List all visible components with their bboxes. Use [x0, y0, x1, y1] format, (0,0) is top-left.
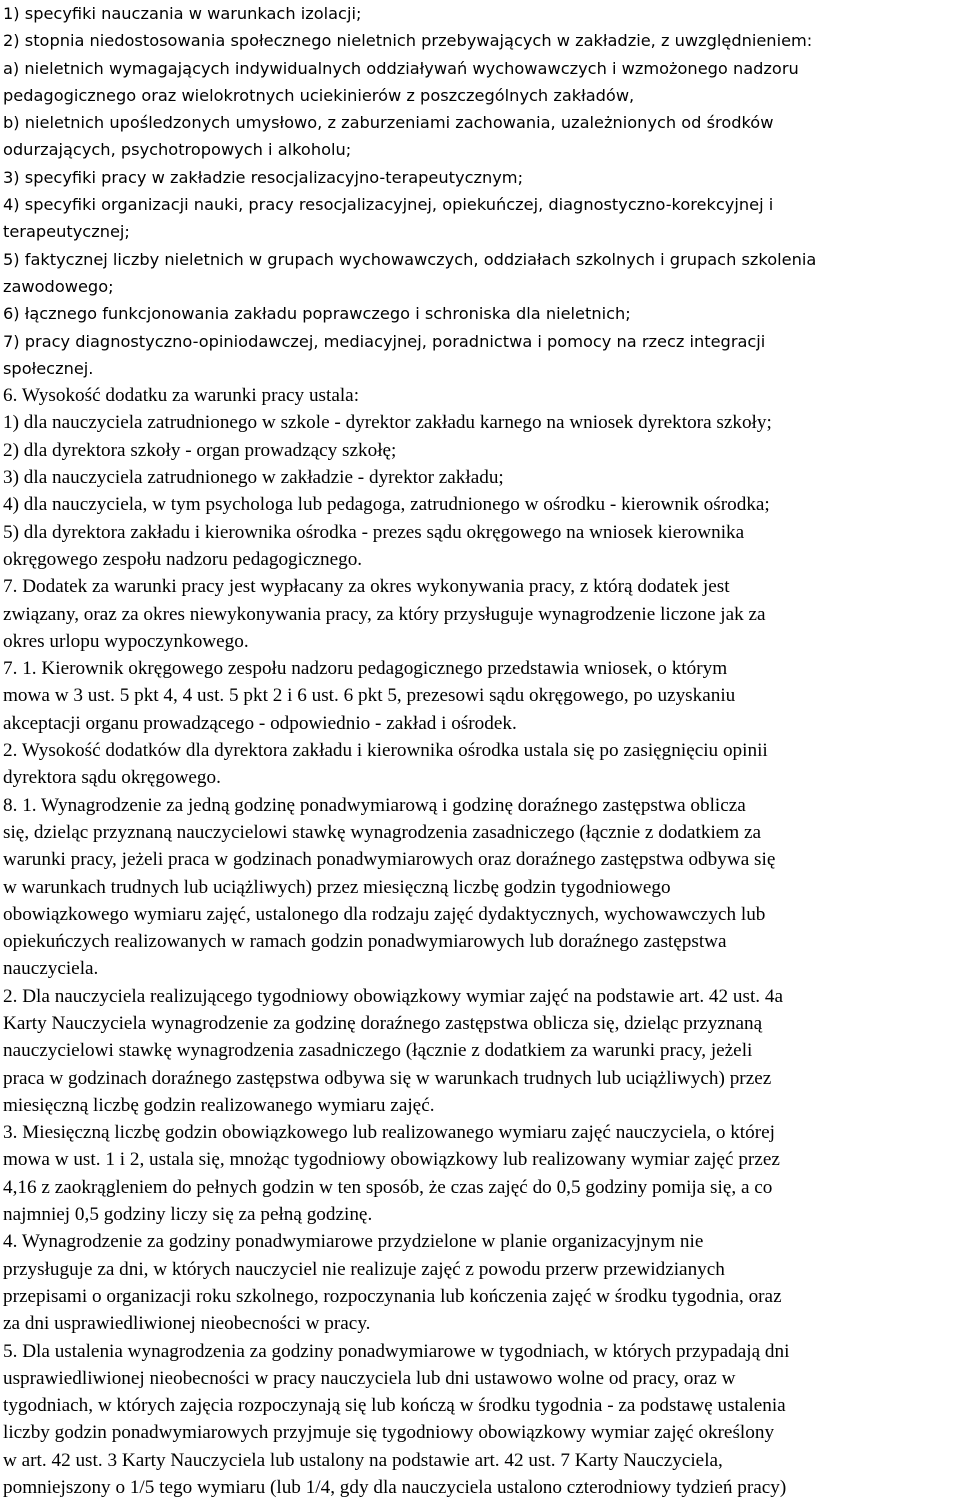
text-line: 5) dla dyrektora zakładu i kierownika ośrodka - prezes sądu okręgowego na wniosek kierownika [3, 521, 745, 543]
text-line: 5. Dla ustalenia wynagrodzenia za godziny ponadwymiarowe w tygodniach, w których przypadają dni [3, 1340, 790, 1362]
text-line: b) nieletnich upośledzonych umysłowo, z zaburzeniami zachowania, uzależnionych od środków [3, 113, 774, 133]
text-line: 3) specyfiki pracy w zakładzie resocjalizacyjno-terapeutycznym; [3, 167, 524, 187]
text-line: 2. Dla nauczyciela realizującego tygodniowy obowiązkowy wymiar zajęć na podstawie art. 42 ust. 4a [3, 985, 784, 1007]
text-line: dyrektora sądu okręgowego. [3, 767, 221, 789]
text-line: Karty Nauczyciela wynagrodzenie za godzinę doraźnego zastępstwa oblicza się, dzieląc przyznaną [3, 1012, 763, 1034]
text-line: 4) dla nauczyciela, w tym psychologa lub pedagoga, zatrudnionego w ośrodku - kierownik ośrodka; [3, 494, 770, 516]
text-line: za dni usprawiedliwionej nieobecności w pracy. [3, 1313, 371, 1335]
text-line: praca w godzinach doraźnego zastępstwa odbywa się w warunkach trudnych lub uciążliwych) przez [3, 1067, 772, 1089]
paragraph-section-allowance [3, 382, 960, 710]
text-fragment: 3 ust. 5 pkt 4, [73, 685, 183, 707]
text-line: 4,16 z zaokrągleniem do pełnych godzin w ten sposób, że czas zajęć do 0,5 godziny pomija się, a co [3, 1176, 773, 1198]
text-line: obowiązkowego wymiaru zajęć, ustalonego dla rodzaju zajęć dydaktycznych, wychowawczych lub [3, 903, 766, 925]
text-line: usprawiedliwionej nieobecności w pracy nauczyciela lub dni ustawowo wolne od pracy, oraz w [3, 1367, 736, 1389]
text-line: przysługuje za dni, w których nauczyciel nie realizuje zajęć z powodu przerw przewidzianych [3, 1258, 725, 1280]
text-line: 7. Dodatek za warunki pracy jest wypłacany za okres wykonywania pracy, z którą dodatek jest [3, 576, 730, 598]
text-line: nauczyciela. [3, 958, 99, 980]
text-line: akceptacji organu prowadzącego - odpowiednio - zakład i ośrodek. [3, 712, 517, 734]
text-line: 2. Wysokość dodatków dla dyrektora zakładu i kierownika ośrodka ustala się po zasięgnięciu opinii [3, 740, 768, 762]
text-line: a) nieletnich wymagających indywidualnych oddziaływań wychowawczych i wzmożonego nadzoru [3, 58, 799, 78]
text-line: 1) dla nauczyciela zatrudnionego w szkole - dyrektor zakładu karnego na wniosek dyrektora szkoły; [3, 412, 772, 434]
text-line: odurzających, psychotropowych i alkoholu; [3, 140, 352, 160]
text-line: pedagogicznego oraz wielokrotnych uciekinierów z poszczególnych zakładów, [3, 85, 635, 105]
text-fragment: 4 ust. 5 pkt 2 i [182, 685, 298, 707]
text-line: się, dzieląc przyznaną nauczycielowi stawkę wynagrodzenia zasadniczego (łącznie z dodatkiem za [3, 821, 762, 843]
text-line: 6) łącznego funkcjonowania zakładu poprawczego i schroniska dla nieletnich; [3, 304, 631, 324]
text-line: mowa w ust. 1 i 2, ustala się, mnożąc tygodniowy obowiązkowy lub realizowany wymiar zajęć przez [3, 1149, 780, 1171]
text-line: 3. Miesięczną liczbę godzin obowiązkowego lub realizowanego wymiaru zajęć nauczyciela, o której [3, 1122, 775, 1144]
text-line: 7) pracy diagnostyczno-opiniodawczej, mediacyjnej, poradnictwa i pomocy na rzecz integracji [3, 331, 766, 351]
text-line: tygodniach, w których zajęcia rozpoczynają się lub kończą w środku tygodnia - za podstawę ustalenia [3, 1395, 786, 1417]
text-line: 2) stopnia niedostosowania społecznego nieletnich przebywających w zakładzie, z uwzględnieniem: [3, 31, 813, 51]
text-line: 3) dla nauczyciela zatrudnionego w zakładzie - dyrektor zakładu; [3, 467, 504, 489]
text-line: terapeutycznej; [3, 222, 130, 242]
text-line: związany, oraz za okres niewykonywania pracy, za który przysługuje wynagrodzenie liczone jak za [3, 603, 766, 625]
text-fragment: 6 ust. 6 pkt 5, prezesowi sądu okręgowego, po uzyskaniu [297, 685, 736, 707]
text-line: miesięczną liczbę godzin realizowanego wymiaru zajęć. [3, 1094, 435, 1116]
text-line: przepisami o organizacji roku szkolnego, rozpoczynania lub kończenia zajęć w środku tygodnia, oraz [3, 1285, 782, 1307]
text-line: 8. 1. Wynagrodzenie za jedną godzinę ponadwymiarową i godzinę doraźnego zastępstwa oblicza [3, 794, 746, 816]
text-line: okres urlopu wypoczynkowego. [3, 630, 249, 652]
text-line: 4. Wynagrodzenie za godziny ponadwymiarowe przydzielone w planie organizacyjnym nie [3, 1231, 704, 1253]
text-line: 4) specyfiki organizacji nauki, pracy resocjalizacyjnej, opiekuńczej, diagnostyczno-korekcyjnej i [3, 195, 774, 215]
text-line: 2) dla dyrektora szkoły - organ prowadzący szkołę; [3, 439, 397, 461]
text-line: 6. Wysokość dodatku za warunki pracy ustala: [3, 385, 360, 407]
paragraph-section-remuneration [3, 710, 960, 1501]
text-fragment: mowa w [3, 685, 74, 707]
text-line: warunki pracy, jeżeli praca w godzinach ponadwymiarowych oraz doraźnego zastępstwa odbywa się [3, 849, 776, 871]
list-section-conditions [3, 0, 960, 382]
text-line: 5) faktycznej liczby nieletnich w grupach wychowawczych, oddziałach szkolnych i grupach szkolenia [3, 249, 817, 269]
text-line: opiekuńczych realizowanych w ramach godzin ponadwymiarowych lub doraźnego zastępstwa [3, 931, 727, 953]
text-line: liczby godzin ponadwymiarowych przyjmuje się tygodniowy obowiązkowy wymiar zajęć określony [3, 1422, 775, 1444]
text-line: zawodowego; [3, 276, 114, 296]
text-line: w warunkach trudnych lub uciążliwych) przez miesięczną liczbę godzin tygodniowego [3, 876, 671, 898]
text-line: społecznej. [3, 358, 94, 378]
text-line: najmniej 0,5 godziny liczy się za pełną godzinę. [3, 1204, 373, 1226]
text-line-with-references [3, 682, 960, 709]
text-line: pomniejszony o 1/5 tego wymiaru (lub 1/4, gdy dla nauczyciela ustalono czterodniowy tydzień pracy) [3, 1477, 787, 1499]
text-line: okręgowego zespołu nadzoru pedagogicznego. [3, 548, 363, 570]
text-line: nauczycielowi stawkę wynagrodzenia zasadniczego (łącznie z dodatkiem za warunki pracy, jeżeli [3, 1040, 753, 1062]
text-line: 7. 1. Kierownik okręgowego zespołu nadzoru pedagogicznego przedstawia wniosek, o którym [3, 658, 728, 680]
text-line: 1) specyfiki nauczania w warunkach izolacji; [3, 4, 362, 23]
text-line: w art. 42 ust. 3 Karty Nauczyciela lub ustalony na podstawie art. 42 ust. 7 Karty Nauczyciela, [3, 1449, 723, 1471]
